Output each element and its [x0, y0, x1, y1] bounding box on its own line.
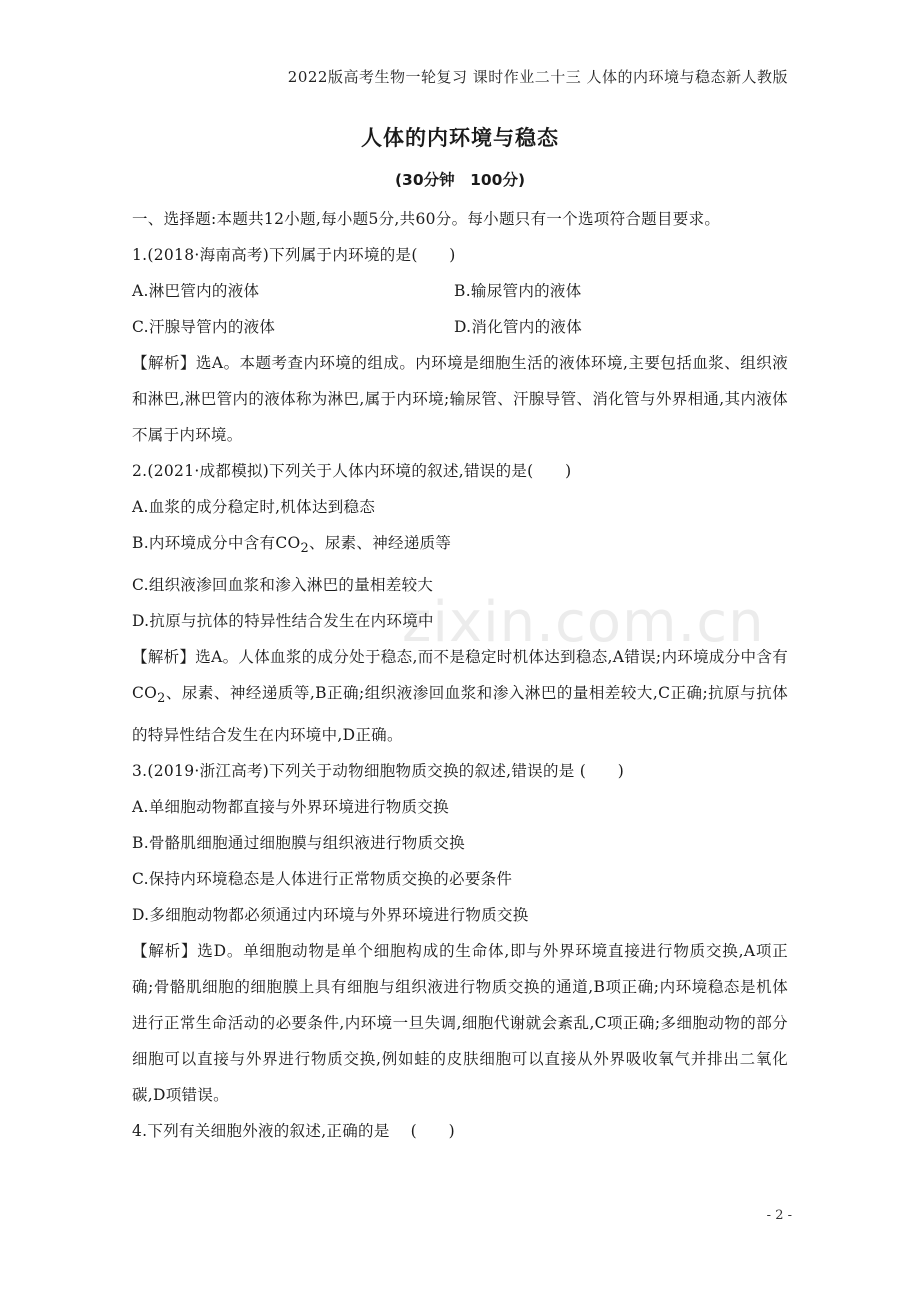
q2-option-a: A.血浆的成分稳定时,机体达到稳态 — [132, 498, 376, 516]
question-3-stem: 3.(2019·浙江高考)下列关于动物细胞物质交换的叙述,错误的是 ( ) — [132, 762, 625, 781]
question-3-analysis — [132, 933, 788, 1113]
q2-option-c: C.组织液渗回血浆和渗入淋巴的量相差较大 — [132, 576, 434, 595]
question-1-analysis — [132, 345, 788, 453]
question-1-stem: 1.(2018·海南高考)下列属于内环境的是( ) — [132, 246, 456, 264]
q3-option-a: A.单细胞动物都直接与外界环境进行物质交换 — [132, 798, 449, 817]
question-1-options-row-1 — [132, 273, 788, 309]
section-heading: 一、选择题:本题共12小题,每小题5分,共60分。每小题只有一个选项符合题目要求。 — [132, 210, 721, 228]
q1-option-b: B.输尿管内的液体 — [454, 282, 582, 300]
analysis-text-rest: 、尿素、神经递质等,B正确;组织液渗回血浆和渗入淋巴的量相差较大,C正确;抗原与抗体的特异性结合发生在内环境中,D正确。 — [132, 684, 788, 745]
subscript: 2 — [300, 541, 310, 557]
analysis-text: 选A。本题考查内环境的组成。内环境是细胞生活的液体环境,主要包括血浆、组织液和淋巴,淋巴管内的液体称为淋巴,属于内环境;输尿管、汗腺导管、消化管与外界相通,其内液体不属于内环境。 — [132, 354, 789, 444]
q1-option-c: C.汗腺导管内的液体 — [132, 318, 276, 336]
page-title: 人体的内环境与稳态 — [361, 126, 559, 150]
subscript: 2 — [157, 691, 166, 707]
question-4-stem: 4.下列有关细胞外液的叙述,正确的是 ( ) — [132, 1122, 455, 1141]
q1-option-d: D.消化管内的液体 — [454, 318, 583, 336]
q2-option-b — [132, 525, 788, 567]
analysis-text: 选A。人体血浆的成分处于稳态,而不是稳定时机体达到稳态,A错误;内环境成分中含有CO — [132, 648, 788, 703]
q3-option-d: D.多细胞动物都必须通过内环境与外界环境进行物质交换 — [132, 906, 529, 925]
page-subtitle: (30分钟 100分) — [394, 171, 526, 189]
q3-option-b: B.骨骼肌细胞通过细胞膜与组织液进行物质交换 — [132, 834, 465, 853]
watermark: zixin.com.cn — [402, 590, 765, 655]
q2-option-b-text: B.内环境成分中含有CO — [132, 534, 301, 552]
analysis-tag: 【解析】 — [132, 354, 196, 372]
q2-option-d: D.抗原与抗体的特异性结合发生在内环境中 — [132, 612, 434, 631]
q1-option-a: A.淋巴管内的液体 — [132, 282, 260, 300]
question-2-analysis — [132, 639, 788, 753]
q2-option-b-text-rest: 、尿素、神经递质等 — [309, 534, 452, 552]
question-2-stem: 2.(2021·成都模拟)下列关于人体内环境的叙述,错误的是( ) — [132, 462, 572, 480]
question-1-options-row-2 — [132, 309, 788, 345]
analysis-tag: 【解析】 — [132, 942, 198, 961]
page-number: - 2 - — [766, 1208, 792, 1223]
q3-option-c: C.保持内环境稳态是人体进行正常物质交换的必要条件 — [132, 870, 513, 889]
analysis-tag: 【解析】 — [132, 648, 196, 667]
page-header: 2022版高考生物一轮复习 课时作业二十三 人体的内环境与稳态新人教版 — [287, 68, 788, 86]
content-body — [132, 201, 788, 1149]
analysis-text: 选D。单细胞动物是单个细胞构成的生命体,即与外界环境直接进行物质交换,A项正确;骨骼肌细胞的细胞膜上具有细胞与组织液进行物质交换的通道,B项正确;内环境稳态是机体进行正常生命活动的必要条件,内环境一旦失调,细胞代谢就会紊乱,C项正确;多细胞动物的部分细胞可以直接与外界进行物质交换,例如蛙的皮肤细胞可以直接从外界吸收氧气并排出二氧化碳,D项错误。 — [132, 942, 788, 1105]
